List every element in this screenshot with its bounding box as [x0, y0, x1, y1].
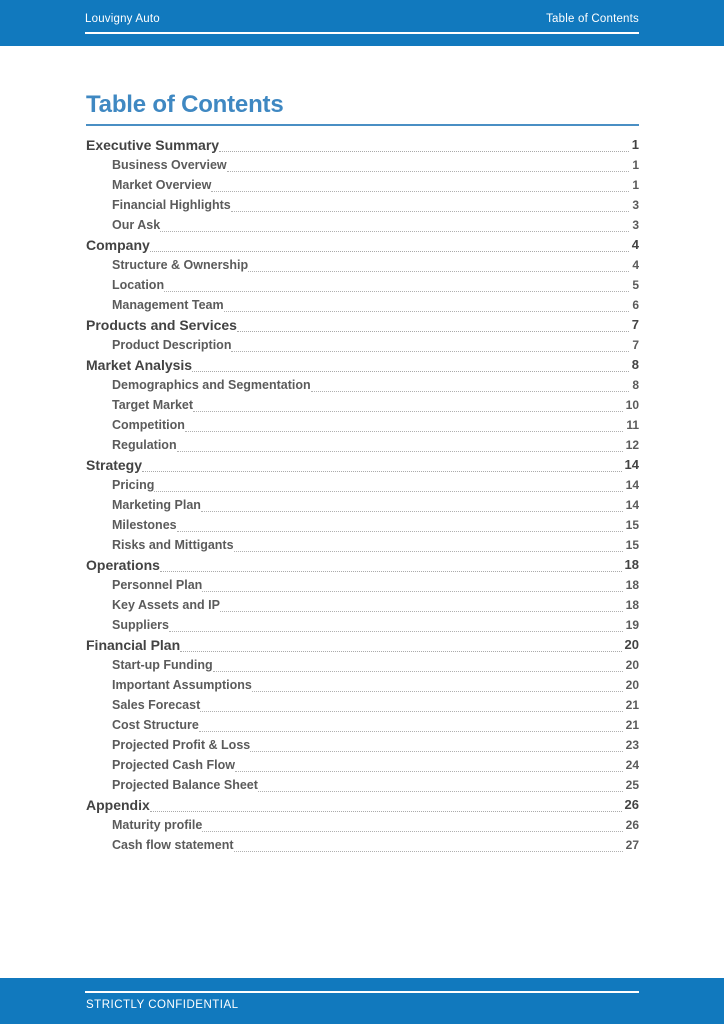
- toc-entry[interactable]: [86, 435, 639, 455]
- toc-entry-label: Important Assumptions: [112, 677, 252, 692]
- toc-entry-page-number: 18: [625, 597, 639, 612]
- toc-entry-label: Demographics and Segmentation: [112, 377, 311, 392]
- toc-entry[interactable]: [86, 795, 639, 815]
- toc-entry-label: Suppliers: [112, 617, 169, 632]
- toc-entry-page-number: 3: [632, 197, 639, 212]
- toc-leader-dots: [160, 217, 629, 232]
- toc-leader-dots: [180, 637, 621, 652]
- toc-entry-label: Business Overview: [112, 157, 227, 172]
- footer-confidentiality-label: STRICTLY CONFIDENTIAL: [86, 999, 239, 1011]
- toc-entry[interactable]: [86, 515, 639, 535]
- toc-entry-label: Product Description: [112, 337, 232, 352]
- toc-entry[interactable]: [86, 755, 639, 775]
- toc-entry[interactable]: [86, 235, 639, 255]
- toc-entry[interactable]: [86, 575, 639, 595]
- toc-entry[interactable]: [86, 535, 639, 555]
- toc-leader-dots: [202, 577, 622, 592]
- toc-entry[interactable]: [86, 195, 639, 215]
- toc-entry[interactable]: [86, 715, 639, 735]
- toc-leader-dots: [311, 377, 630, 392]
- toc-leader-dots: [231, 197, 630, 212]
- toc-leader-dots: [250, 737, 622, 752]
- footer-divider: [85, 991, 639, 993]
- toc-list: [86, 135, 639, 855]
- toc-entry-page-number: 6: [632, 297, 639, 312]
- header-divider: [85, 32, 639, 34]
- toc-leader-dots: [150, 797, 622, 812]
- toc-leader-dots: [193, 397, 623, 412]
- toc-leader-dots: [224, 297, 630, 312]
- toc-leader-dots: [142, 457, 622, 472]
- toc-entry[interactable]: [86, 255, 639, 275]
- toc-entry[interactable]: [86, 335, 639, 355]
- toc-entry-label: Marketing Plan: [112, 497, 201, 512]
- toc-entry-label: Sales Forecast: [112, 697, 201, 712]
- toc-entry-label: Company: [86, 236, 150, 253]
- toc-entry[interactable]: [86, 455, 639, 475]
- toc-entry-label: Personnel Plan: [112, 577, 203, 592]
- toc-entry-page-number: 18: [624, 556, 639, 572]
- toc-entry[interactable]: [86, 495, 639, 515]
- toc-leader-dots: [211, 177, 629, 192]
- toc-leader-dots: [258, 777, 623, 792]
- toc-entry[interactable]: [86, 475, 639, 495]
- toc-leader-dots: [150, 237, 629, 252]
- toc-leader-dots: [202, 817, 622, 832]
- toc-entry-label: Cash flow statement: [112, 837, 234, 852]
- header-company-name: Louvigny Auto: [85, 13, 160, 25]
- toc-leader-dots: [177, 437, 623, 452]
- toc-entry-page-number: 26: [625, 817, 639, 832]
- toc-entry[interactable]: [86, 175, 639, 195]
- toc-entry-label: Maturity profile: [112, 817, 203, 832]
- toc-entry-label: Operations: [86, 556, 160, 573]
- toc-entry-page-number: 20: [624, 636, 639, 652]
- toc-entry-label: Our Ask: [112, 217, 161, 232]
- toc-entry[interactable]: [86, 595, 639, 615]
- toc-entry-label: Structure & Ownership: [112, 257, 249, 272]
- toc-content: [86, 90, 639, 855]
- toc-entry-page-number: 20: [625, 677, 639, 692]
- toc-entry-page-number: 11: [626, 417, 639, 432]
- toc-entry[interactable]: [86, 555, 639, 575]
- toc-leader-dots: [219, 137, 629, 152]
- toc-entry[interactable]: [86, 135, 639, 155]
- page-header: [0, 0, 724, 46]
- toc-entry[interactable]: [86, 675, 639, 695]
- toc-entry-page-number: 19: [625, 617, 639, 632]
- toc-leader-dots: [201, 497, 623, 512]
- toc-entry-page-number: 25: [625, 777, 639, 792]
- toc-leader-dots: [252, 677, 623, 692]
- toc-entry-page-number: 8: [632, 377, 639, 392]
- toc-entry-page-number: 1: [631, 136, 639, 152]
- toc-entry-page-number: 8: [631, 356, 639, 372]
- toc-entry-label: Projected Cash Flow: [112, 757, 235, 772]
- toc-entry-label: Market Overview: [112, 177, 212, 192]
- toc-leader-dots: [199, 717, 623, 732]
- toc-entry-label: Start-up Funding: [112, 657, 213, 672]
- toc-entry-label: Target Market: [112, 397, 194, 412]
- toc-entry-page-number: 10: [625, 397, 639, 412]
- toc-entry-page-number: 24: [625, 757, 639, 772]
- toc-entry[interactable]: [86, 655, 639, 675]
- toc-entry[interactable]: [86, 295, 639, 315]
- toc-leader-dots: [164, 277, 629, 292]
- toc-entry[interactable]: [86, 375, 639, 395]
- toc-entry[interactable]: [86, 275, 639, 295]
- toc-entry-page-number: 14: [624, 456, 639, 472]
- toc-entry-label: Key Assets and IP: [112, 597, 220, 612]
- toc-entry[interactable]: [86, 835, 639, 855]
- title-divider: [86, 124, 639, 126]
- toc-entry-label: Projected Profit & Loss: [112, 737, 251, 752]
- toc-leader-dots: [231, 337, 629, 352]
- toc-entry-label: Market Analysis: [86, 356, 193, 373]
- toc-entry-page-number: 14: [625, 497, 639, 512]
- toc-leader-dots: [234, 537, 623, 552]
- toc-leader-dots: [200, 697, 622, 712]
- toc-entry-label: Milestones: [112, 517, 177, 532]
- toc-entry-page-number: 12: [625, 437, 639, 452]
- toc-entry-label: Strategy: [86, 456, 143, 473]
- toc-leader-dots: [220, 597, 623, 612]
- toc-entry-page-number: 21: [625, 717, 639, 732]
- toc-entry-label: Management Team: [112, 297, 224, 312]
- toc-entry[interactable]: [86, 415, 639, 435]
- toc-entry[interactable]: [86, 815, 639, 835]
- toc-entry-page-number: 26: [624, 796, 639, 812]
- toc-leader-dots: [234, 837, 623, 852]
- toc-entry-page-number: 21: [625, 697, 639, 712]
- toc-leader-dots: [154, 477, 622, 492]
- toc-entry-label: Cost Structure: [112, 717, 199, 732]
- toc-entry[interactable]: [86, 355, 639, 375]
- toc-leader-dots: [177, 517, 623, 532]
- toc-entry-label: Risks and Mittigants: [112, 537, 234, 552]
- toc-entry-page-number: 3: [632, 217, 639, 232]
- toc-entry-page-number: 27: [625, 837, 639, 852]
- toc-leader-dots: [213, 657, 623, 672]
- toc-entry[interactable]: [86, 735, 639, 755]
- toc-entry-label: Pricing: [112, 477, 155, 492]
- toc-entry[interactable]: [86, 615, 639, 635]
- toc-leader-dots: [169, 617, 623, 632]
- toc-entry-page-number: 7: [632, 337, 639, 352]
- toc-leader-dots: [185, 417, 623, 432]
- toc-entry[interactable]: [86, 775, 639, 795]
- toc-entry-label: Regulation: [112, 437, 177, 452]
- toc-entry-label: Products and Services: [86, 316, 237, 333]
- toc-leader-dots: [235, 757, 623, 772]
- toc-entry-page-number: 14: [625, 477, 639, 492]
- header-section-name: Table of Contents: [546, 13, 639, 25]
- toc-entry[interactable]: [86, 155, 639, 175]
- toc-entry-label: Financial Plan: [86, 636, 181, 653]
- toc-entry-label: Location: [112, 277, 165, 292]
- toc-entry[interactable]: [86, 395, 639, 415]
- toc-entry-label: Financial Highlights: [112, 197, 231, 212]
- toc-entry-label: Appendix: [86, 796, 150, 813]
- toc-leader-dots: [227, 157, 630, 172]
- toc-entry-label: Executive Summary: [86, 136, 220, 153]
- toc-entry-page-number: 23: [625, 737, 639, 752]
- page-title: Table of Contents: [86, 91, 284, 118]
- toc-entry-page-number: 1: [632, 157, 639, 172]
- toc-entry[interactable]: [86, 635, 639, 655]
- toc-entry-page-number: 15: [625, 517, 639, 532]
- toc-entry[interactable]: [86, 695, 639, 715]
- toc-entry-label: Competition: [112, 417, 185, 432]
- toc-entry-label: Projected Balance Sheet: [112, 777, 258, 792]
- toc-leader-dots: [248, 257, 629, 272]
- toc-entry[interactable]: [86, 315, 639, 335]
- toc-entry-page-number: 20: [625, 657, 639, 672]
- toc-entry-page-number: 5: [632, 277, 639, 292]
- toc-leader-dots: [160, 557, 622, 572]
- toc-entry-page-number: 15: [625, 537, 639, 552]
- toc-entry-page-number: 7: [631, 316, 639, 332]
- toc-entry-page-number: 4: [632, 257, 639, 272]
- toc-leader-dots: [237, 317, 629, 332]
- toc-entry-page-number: 4: [631, 236, 639, 252]
- toc-entry[interactable]: [86, 215, 639, 235]
- toc-entry-page-number: 18: [625, 577, 639, 592]
- toc-entry-page-number: 1: [632, 177, 639, 192]
- toc-leader-dots: [192, 357, 629, 372]
